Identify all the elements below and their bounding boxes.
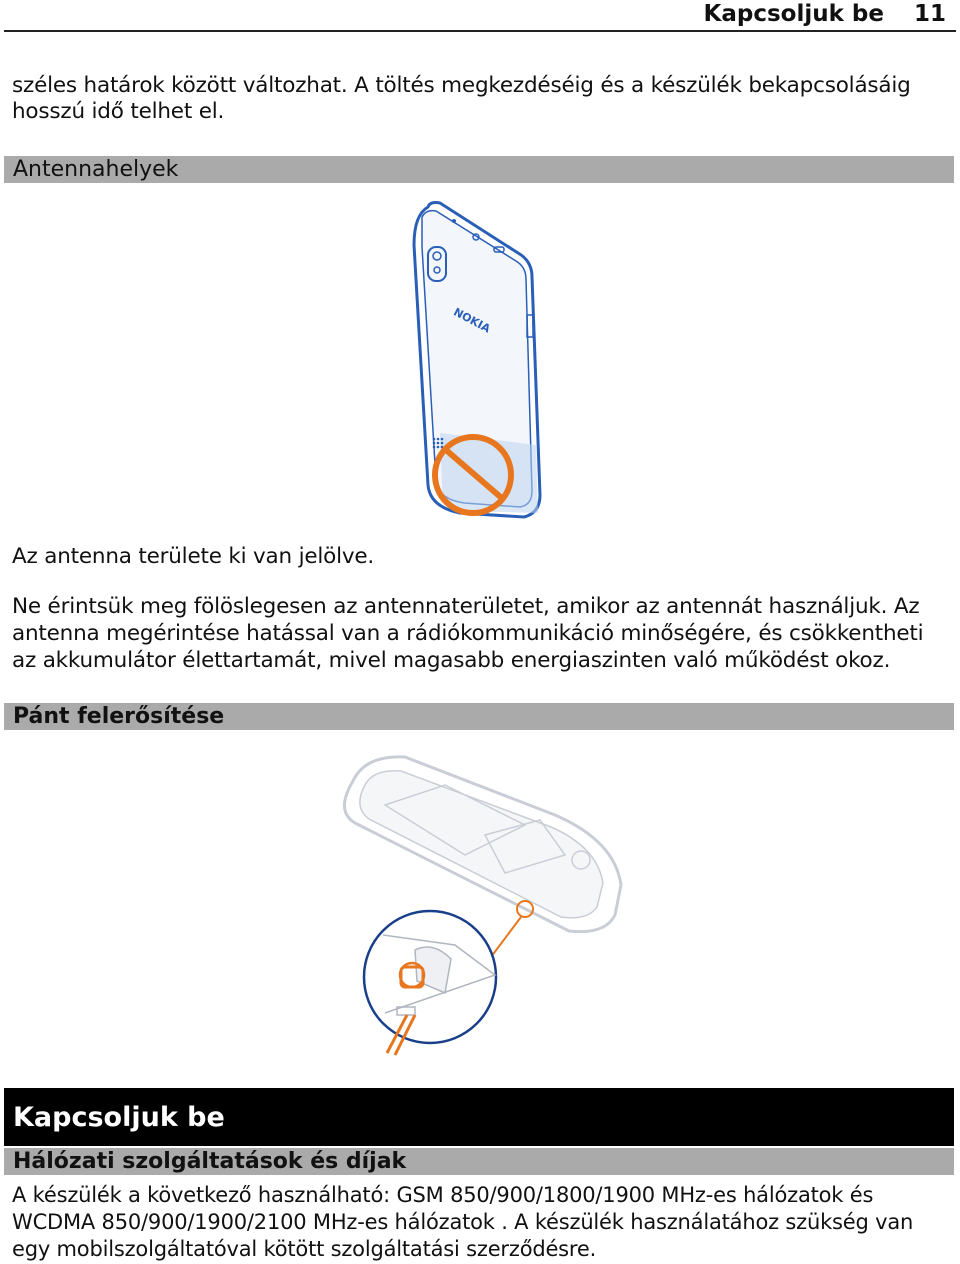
chapter-banner	[4, 1088, 954, 1146]
header-divider	[4, 30, 956, 32]
antenna-caption: Az antenna területe ki van jelölve.	[12, 544, 375, 569]
section-heading-strap	[4, 703, 954, 730]
antenna-heading-text: Antennahelyek	[13, 157, 179, 182]
page-header	[0, 0, 960, 30]
intro-line-1: széles határok között változhat. A töltés megkezdéséig és a készülék bekapcsolásáig	[12, 73, 911, 98]
intro-line-2: hosszú idő telhet el.	[12, 99, 225, 124]
phone-back-illustration	[400, 195, 550, 535]
header-title: Kapcsoljuk be	[703, 1, 884, 27]
network-heading-text: Hálózati szolgáltatások és díjak	[13, 1149, 407, 1174]
chapter-title: Kapcsoljuk be	[13, 1102, 225, 1133]
page-number: 11	[913, 1, 946, 27]
antenna-body-line-3: az akkumulátor élettartamát, mivel magasabb energiaszinten való működést okoz.	[12, 648, 891, 673]
nokia-logo: NOKIA	[451, 305, 493, 336]
strap-heading-text: Pánt felerősítése	[13, 704, 225, 729]
network-body-line-2: WCDMA 850/900/1900/2100 MHz-es hálózatok . A készülék használatához szükség van	[12, 1210, 914, 1234]
antenna-body-line-1: Ne érintsük meg fölöslegesen az antennaterületet, amikor az antennát használjuk. Az	[12, 594, 920, 619]
section-heading-network	[4, 1148, 954, 1175]
network-body-line-1: A készülék a következő használható: GSM 850/900/1800/1900 MHz-es hálózatok és	[12, 1183, 874, 1207]
antenna-body-line-2: antenna megérintése hatással van a rádiókommunikáció minőségére, és csökkentheti	[12, 621, 924, 646]
strap-attach-illustration	[325, 745, 635, 1075]
network-body-line-3: egy mobilszolgáltatóval kötött szolgáltatási szerződésre.	[12, 1237, 597, 1261]
section-heading-antenna	[4, 156, 954, 183]
